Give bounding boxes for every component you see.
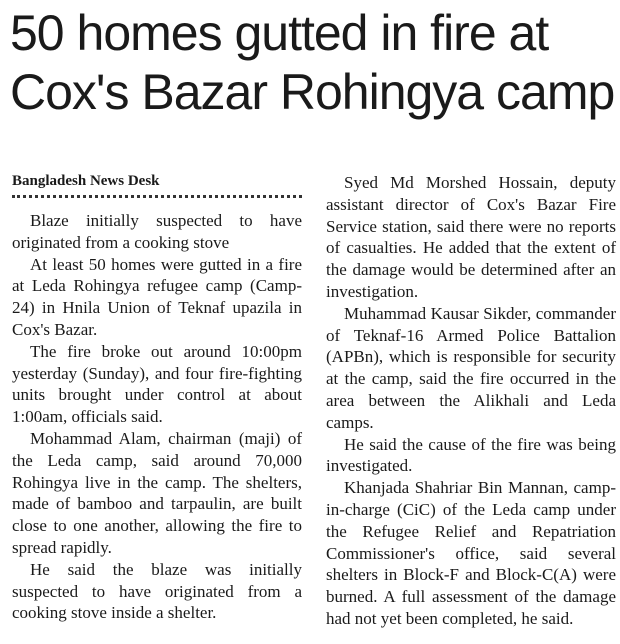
- article-column-right: [326, 172, 616, 630]
- paragraph: Mohammad Alam, chairman (maji) of the Leda camp, said around 70,000 Rohingya live in the camp. The shelters, made of bamboo and tarpaulin, are built close to one another, allowing the fire to spread rapidly.: [12, 428, 302, 557]
- paragraph: Syed Md Morshed Hossain, deputy assistant director of Cox's Bazar Fire Service station, said there were no reports of casualties. He added that the extent of the damage would be determined after an investigation.: [326, 173, 616, 301]
- article-column-left: [12, 172, 302, 624]
- paragraph: The fire broke out around 10:00pm yesterday (Sunday), and four fire-fighting units brought under control at about 1:00am, officials said.: [12, 341, 302, 427]
- headline-line-2: Cox's Bazar Rohingya camp: [10, 64, 615, 120]
- headline-line-1: 50 homes gutted in fire at: [10, 5, 549, 61]
- paragraph: Khanjada Shahriar Bin Mannan, camp-in-charge (CiC) of the Leda camp under the Refugee Relief and Repatriation Commissioner's office, said several shelters in Block-F and Block-C(A) were burned. A full assessment of the damage had not yet been completed, he said.: [326, 478, 616, 628]
- paragraph: He said the cause of the fire was being investigated.: [326, 434, 616, 476]
- paragraph: He said the blaze was initially suspected to have originated from a cooking stove inside a shelter.: [12, 559, 302, 623]
- paragraph: At least 50 homes were gutted in a fire at Leda Rohingya refugee camp (Camp-24) in Hnila Union of Teknaf upazila in Cox's Bazar.: [12, 254, 302, 339]
- byline: Bangladesh News Desk: [12, 172, 302, 198]
- paragraph-subhead: Blaze initially suspected to have originated from a cooking stove: [12, 211, 302, 252]
- paragraph: Muhammad Kausar Sikder, commander of Teknaf-16 Armed Police Battalion (APBn), which is responsible for security at the camp, said the fire occurred in the area between the Alikhali and Leda camps.: [326, 303, 616, 432]
- headline: [10, 4, 614, 122]
